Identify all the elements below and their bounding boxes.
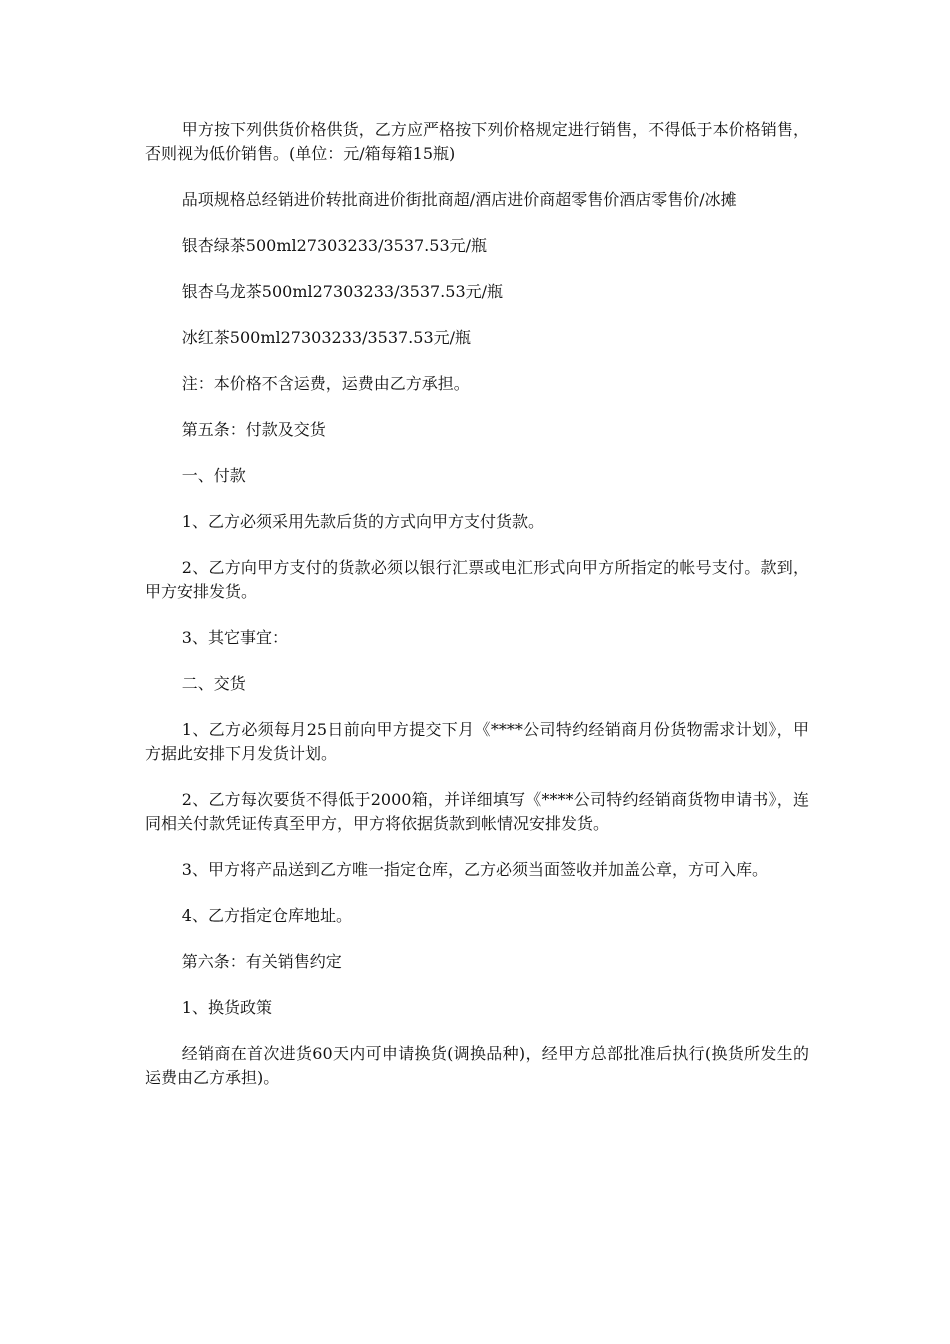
paragraph-price-ginkgo-oolong-tea: 银杏乌龙茶500ml27303233/3537.53元/瓶 [181,282,504,301]
paragraph-supply-price: 甲方按下列供货价格供货，乙方应严格按下列价格规定进行销售，不得低于本价格销售，否则视为低价销售。(单位：元/箱每箱15瓶) [145,120,809,163]
paragraph-payment-1: 1、乙方必须采用先款后货的方式向甲方支付货款。 [181,512,544,531]
subheading-delivery: 二、交货 [181,674,246,693]
paragraph-exchange-policy: 经销商在首次进货60天内可申请换货(调换品种)，经甲方总部批准后执行(换货所发生的运费由乙方承担)。 [145,1044,809,1087]
paragraph-delivery-3: 3、甲方将产品送到乙方唯一指定仓库，乙方必须当面签收并加盖公章，方可入库。 [181,860,768,879]
paragraph-price-ginkgo-green-tea: 银杏绿茶500ml27303233/3537.53元/瓶 [181,236,488,255]
document-body [145,118,809,1112]
paragraph-payment-3: 3、其它事宜： [181,628,288,647]
subheading-payment: 一、付款 [181,466,246,485]
paragraph-delivery-4: 4、乙方指定仓库地址。 [181,906,352,925]
subheading-exchange-policy: 1、换货政策 [181,998,272,1017]
paragraph-delivery-1: 1、乙方必须每月25日前向甲方提交下月《****公司特约经销商月份货物需求计划》，甲方据此安排下月发货计划。 [145,720,809,763]
paragraph-payment-2: 2、乙方向甲方支付的货款必须以银行汇票或电汇形式向甲方所指定的帐号支付。款到，甲方安排发货。 [145,558,809,601]
section-heading-article-six: 第六条：有关销售约定 [181,952,342,971]
paragraph-delivery-2: 2、乙方每次要货不得低于2000箱，并详细填写《****公司特约经销商货物申请书》，连同相关付款凭证传真至甲方，甲方将依据货款到帐情况安排发货。 [145,790,809,833]
paragraph-price-iced-black-tea: 冰红茶500ml27303233/3537.53元/瓶 [181,328,472,347]
paragraph-price-table-header: 品项规格总经销进价转批商进价街批商超/酒店进价商超零售价酒店零售价/冰摊 [181,190,737,209]
paragraph-price-note: 注：本价格不含运费，运费由乙方承担。 [181,374,470,393]
section-heading-article-five: 第五条：付款及交货 [181,420,326,439]
